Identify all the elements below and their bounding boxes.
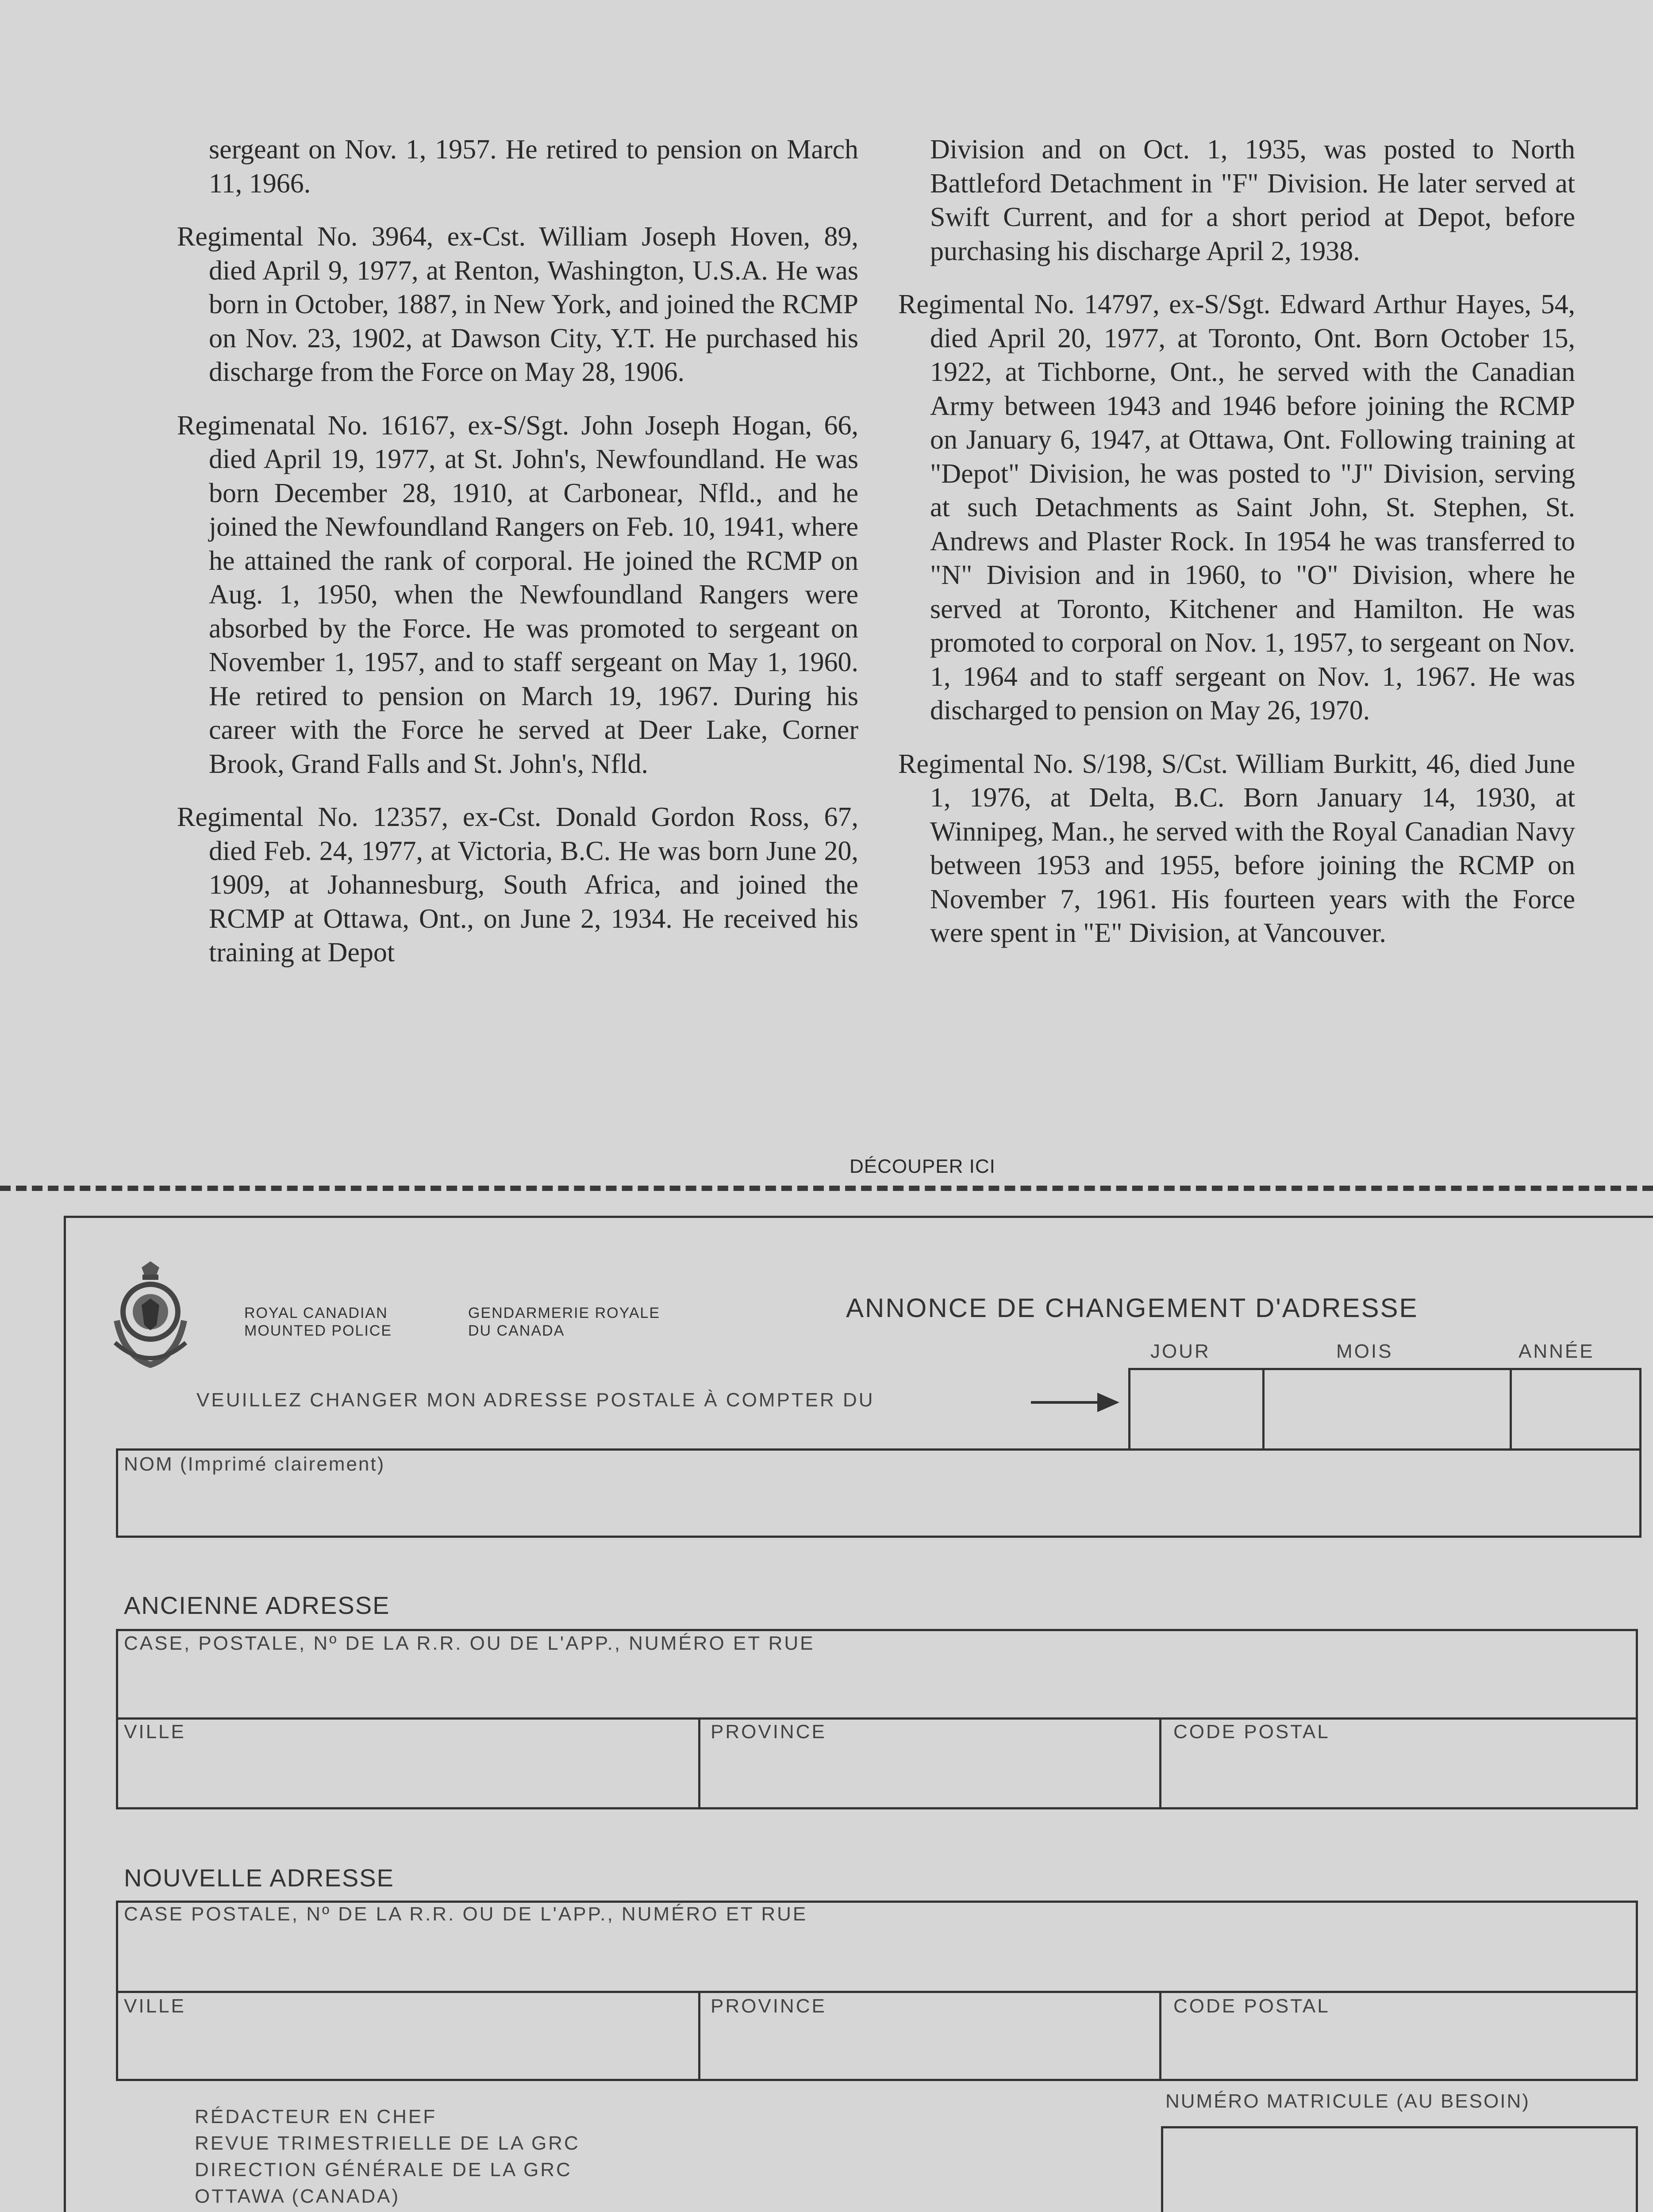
old-city-label: VILLE: [124, 1721, 186, 1743]
change-instruction: VEUILLEZ CHANGER MON ADRESSE POSTALE À COMPTER DU: [196, 1389, 875, 1411]
obituary-continuation: sergeant on Nov. 1, 1957. He retired to pension on March 11, 1966.: [209, 134, 858, 199]
agency-en-line-2: MOUNTED POLICE: [244, 1322, 392, 1339]
old-province-label: PROVINCE: [711, 1721, 826, 1743]
old-address-heading: ANCIENNE ADRESSE: [124, 1591, 390, 1619]
obituary-ross-continued: Division and on Oct. 1, 1935, was posted to North Battleford Detachment in "F" Division. He later served at Swift Current, and for a short period at Depot, before purchasing his discharge April 2, 1938.: [930, 134, 1575, 266]
mailing-line: RÉDACTEUR EN CHEF: [195, 2106, 437, 2128]
mailing-line: OTTAWA (CANADA): [195, 2185, 400, 2207]
mailing-line: [195, 2210, 580, 2212]
agency-english: [244, 1304, 392, 1340]
new-city-field[interactable]: [118, 2020, 696, 2079]
new-postal-label: CODE POSTAL: [1173, 1995, 1330, 2017]
new-province-label: PROVINCE: [711, 1995, 826, 2017]
new-postal-field[interactable]: [1161, 2020, 1636, 2079]
name-label: NOM (Imprimé clairement): [124, 1453, 385, 1475]
form-title: ANNONCE DE CHANGEMENT D'ADRESSE: [846, 1293, 1419, 1323]
agency-en-line-1: ROYAL CANADIAN: [244, 1305, 388, 1321]
date-header-rule: [1128, 1368, 1641, 1370]
new-street-label: CASE POSTALE, Nº DE LA R.R. OU DE L'APP., NUMÉRO ET RUE: [124, 1903, 808, 1925]
day-field[interactable]: [1130, 1380, 1262, 1450]
old-postal-field[interactable]: [1161, 1745, 1636, 1807]
obituary-ross: Regimental No. 12357, ex-Cst. Donald Gordon Ross, 67, died Feb. 24, 1977, at Victoria, B.C. He was born June 20, 1909, at Johannesburg, South Africa, and joined the RCMP at Ottawa, Ont., on June 2, 1934. He received his training at Depot: [177, 802, 858, 968]
obituary-hayes: Regimental No. 14797, ex-S/Sgt. Edward Arthur Hayes, 54, died April 20, 1977, at Toronto, Ont. Born October 15, 1922, at Tichborne, Ont., he served with the Canadian Army between 1943 and 1946 before joining the RCMP on January 6, 1947, at Ottawa, Ont. Following training at "Depot" Division, he was posted to "J" Division, serving at such Detachments as Saint John, St. Stephen, St. Andrews and Plaster Rock. In 1954 he was transferred to "N" Division and in 1960, to "O" Division, where he served at Toronto, Kitchener and Hamilton. He was promoted to corporal on Nov. 1, 1957, to sergeant on Nov. 1, 1964 and to staff sergeant on Nov. 1, 1967. He was discharged to pension on May 26, 1970.: [898, 289, 1575, 726]
rcmp-crest-icon: [111, 1259, 190, 1374]
mailing-line: REVUE TRIMESTRIELLE DE LA GRC: [195, 2132, 580, 2154]
month-label: MOIS: [1336, 1340, 1393, 1362]
right-column: [898, 133, 1575, 970]
arrow-right-icon: [1031, 1389, 1119, 1416]
obituary-hoven: Regimental No. 3964, ex-Cst. William Joseph Hoven, 89, died April 9, 1977, at Renton, Washington, U.S.A. He was born in October, 1887, in New York, and joined the RCMP on Nov. 23, 1902, at Dawson City, Y.T. He purchased his discharge from the Force on May 28, 1906.: [177, 222, 858, 387]
year-field[interactable]: [1511, 1380, 1639, 1450]
obituary-burkitt: Regimental No. S/198, S/Cst. William Burkitt, 46, died June 1, 1976, at Delta, B.C. Born January 14, 1930, at Winnipeg, Man., he served with the Royal Canadian Navy between 1953 and 1955, before joining the RCMP on November 7, 1961. His fourteen years with the Force were spent in "E" Division, at Vancouver.: [898, 749, 1575, 948]
mailing-line: DIRECTION GÉNÉRALE DE LA GRC: [195, 2159, 572, 2181]
regimental-number-field[interactable]: [1161, 2126, 1638, 2212]
cut-here-label: DÉCOUPER ICI: [850, 1156, 996, 1177]
month-field[interactable]: [1264, 1380, 1510, 1450]
cut-line: [0, 1186, 1653, 1191]
day-label: JOUR: [1150, 1340, 1211, 1362]
agency-fr-line-1: GENDARMERIE ROYALE: [468, 1305, 661, 1321]
old-postal-label: CODE POSTAL: [1173, 1721, 1330, 1743]
old-address-row-divider: [116, 1717, 1638, 1720]
new-province-field[interactable]: [700, 2020, 1157, 2079]
old-street-field[interactable]: [118, 1657, 1636, 1715]
obituary-hogan: Regimenatal No. 16167, ex-S/Sgt. John Joseph Hogan, 66, died April 19, 1977, at St. John's, Newfoundland. He was born December 28, 1910, at Carbonear, Nfld., and he joined the Newfoundland Rangers on Feb. 10, 1941, where he attained the rank of corporal. He joined the RCMP on Aug. 1, 1950, when the Newfoundland Rangers were absorbed by the Force. He was promoted to sergeant on November 1, 1957, and to staff sergeant on May 1, 1960. He retired to pension on March 19, 1967. During his career with the Force he served at Deer Lake, Corner Brook, Grand Falls and St. John's, Nfld.: [177, 410, 858, 779]
new-city-label: VILLE: [124, 1995, 186, 2017]
old-street-label: CASE, POSTALE, Nº DE LA R.R. OU DE L'APP., NUMÉRO ET RUE: [124, 1632, 815, 1654]
left-column: [177, 133, 858, 989]
new-address-row-divider: [116, 1991, 1638, 1993]
new-street-field[interactable]: [118, 1929, 1636, 1989]
year-label: ANNÉE: [1518, 1340, 1595, 1362]
old-city-field[interactable]: [118, 1745, 696, 1807]
agency-french: [468, 1304, 660, 1340]
old-province-field[interactable]: [700, 1745, 1157, 1807]
date-divider: [1639, 1368, 1641, 1450]
agency-fr-line-2: DU CANADA: [468, 1322, 565, 1339]
regimental-number-label: NUMÉRO MATRICULE (AU BESOIN): [1165, 2090, 1530, 2112]
new-address-heading: NOUVELLE ADRESSE: [124, 1864, 394, 1892]
mailing-address: [195, 2104, 580, 2212]
